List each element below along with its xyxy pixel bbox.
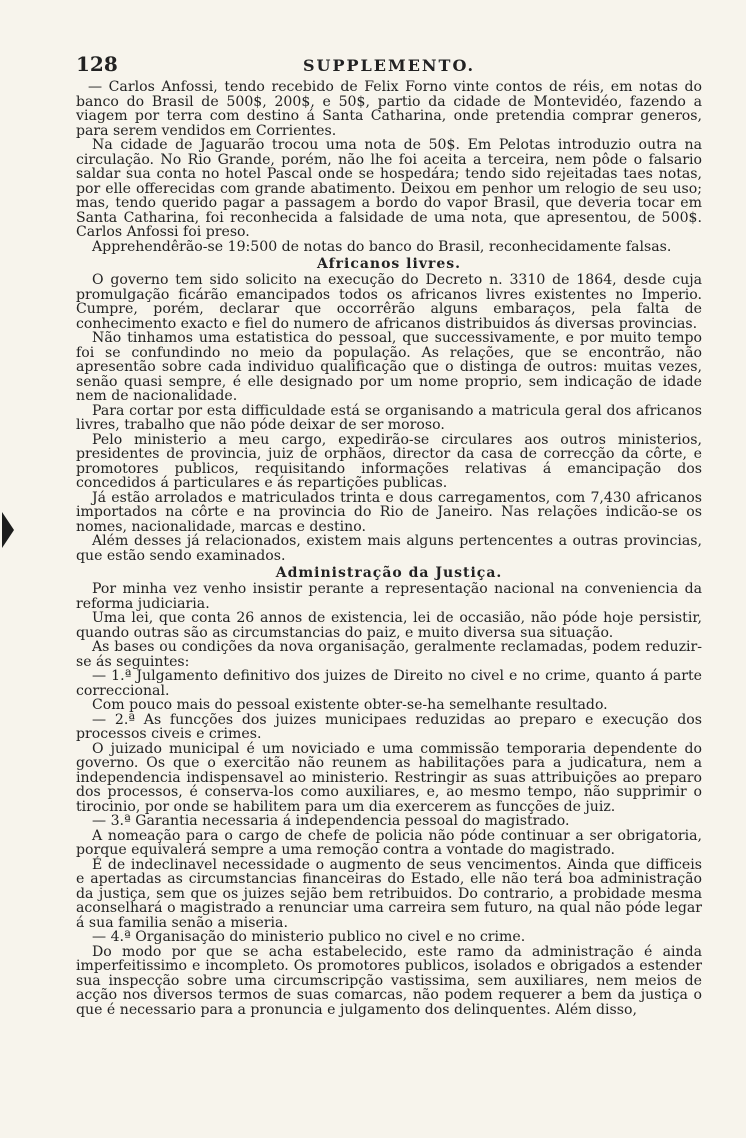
paragraph: — Carlos Anfossi, tendo recebido de Felix Forno vinte contos de réis, em notas do banco do Brasil de 500$, 200$, e 50$, partio da cidade de Montevidéo, fazendo a viagem por terra com destino á Santa Catharina, onde pretendia comprar generos, para serem vendidos em Corrientes. bbox=[76, 79, 702, 139]
page-header bbox=[76, 52, 702, 78]
paragraph: A nomeação para o cargo de chefe de policia não póde continuar a ser obrigatoria, porque equivalerá sempre a uma remoção contra a vontade do magistrado. bbox=[76, 827, 702, 858]
paragraph: É de indeclinavel necessidade o augmento de seus vencimentos. Ainda que difficeis e apertadas as circumstancias financeiras do Estado, elle não terá boa administração da justiça, sem que os juizes sejão bem retribuidos. Do contrario, a probidade mesma aconselhará o magistrado a renunciar uma carreira sem futuro, na qual não póde legar á sua familia senão a miseria. bbox=[76, 856, 702, 931]
paragraph: Por minha vez venho insistir perante a representação nacional na conveniencia da reforma judiciaria. bbox=[76, 581, 702, 612]
paragraph: Além desses já relacionados, existem mais alguns pertencentes a outras provincias, que estão sendo examinados. bbox=[76, 533, 702, 564]
running-title: SUPPLEMENTO. bbox=[302, 56, 476, 75]
paragraph: — 4.ª Organisação do ministerio publico no civel e no crime. bbox=[92, 929, 526, 945]
binding-mark bbox=[2, 512, 14, 548]
paragraph: Apprehendêrão-se 19:500 de notas do banco do Brasil, reconhecidamente falsas. bbox=[92, 238, 672, 255]
section-administracao-justica bbox=[76, 565, 702, 1017]
paragraph: Pelo ministerio a meu cargo, expedirão-se circulares aos outros ministerios, presidentes de provincia, juiz de orphãos, director da casa de correcção da côrte, e promotores publicos, requisitando informações relativas á emancipação dos concedidos á particulares e ás repartições publicas. bbox=[76, 431, 702, 491]
paragraph: — 2.ª As funcções dos juizes municipaes reduzidas ao preparo e execução dos processos civeis e crimes. bbox=[76, 711, 702, 742]
paragraph: As bases ou condições da nova organisação, geralmente reclamadas, podem reduzir-se ás seguintes: bbox=[76, 639, 702, 670]
paragraph: O governo tem sido solicito na execução do Decreto n. 3310 de 1864, desde cuja promulgação ficárão emancipados todos os africanos livres existentes no Imperio. Cumpre, porém, declarar que occorrêrão alguns embaraços, pela falta de conhecimento exacto e fiel do numero de africanos distribuidos ás diversas provincias. bbox=[76, 272, 702, 332]
paragraph: Para cortar por esta difficuldade está se organisando a matricula geral dos africanos livres, trabalho que não póde deixar de ser moroso. bbox=[76, 402, 702, 433]
paragraph: Do modo por que se acha estabelecido, este ramo da administração é ainda imperfeitissimo e incompleto. Os promotores publicos, isolados e obrigados a estender sua inspecção sobre uma circumscripção vastissima, sem auxiliares, nem meios de acção nos diversos termos de suas comarcas, não podem requerer a bem da justiça o que é necessario para a pronuncia e julgamento dos delinquentes. Além disso, bbox=[76, 943, 702, 1018]
paragraph: — 1.ª Julgamento definitivo dos juizes de Direito no civel e no crime, quanto á parte correccional. bbox=[76, 668, 702, 699]
section-heading: Africanos livres. bbox=[316, 256, 461, 272]
page-number: 128 bbox=[76, 52, 118, 76]
paragraph: — 3.ª Garantia necessaria á independencia pessoal do magistrado. bbox=[92, 813, 570, 829]
section-africanos-livres bbox=[76, 256, 702, 563]
paragraph: Com pouco mais do pessoal existente obter-se-ha semelhante resultado. bbox=[92, 697, 608, 713]
paragraph: Já estão arrolados e matriculados trinta e dous carregamentos, com 7,430 africanos importados na côrte e na provincia do Rio de Janeiro. Nas relações indicão-se os nomes, nacionalidade, marcas e destino. bbox=[76, 489, 702, 535]
intro-section bbox=[76, 80, 702, 254]
paragraph: O juizado municipal é um noviciado e uma commissão temporaria dependente do governo. Os que o exercitão não reunem as habilitações para a judicatura, nem a independencia indispensavel ao ministerio. Restringir as suas attribuições ao preparo dos processos, é conserva-los como auxiliares, e, ao mesmo tempo, não supprimir o tirocinio, por onde se habilitem para um dia exercerem as funcções de juiz. bbox=[76, 740, 702, 815]
paragraph: Não tinhamos uma estatistica do pessoal, que successivamente, e por muito tempo foi se confundindo no meio da população. As relações, que se encontrão, não apresentão sobre cada individuo qualificação que o distinga de outros: muitas vezes, senão quasi sempre, é elle designado por um nome proprio, sem indicação de idade nem de nacionalidade. bbox=[76, 330, 702, 404]
paragraph: Uma lei, que conta 26 annos de existencia, lei de occasião, não póde hoje persistir, quando outras são as circumstancias do paiz, e muito diversa sua situação. bbox=[76, 610, 702, 641]
section-heading: Administração da Justiça. bbox=[275, 565, 503, 581]
paragraph: Na cidade de Jaguarão trocou uma nota de 50$. Em Pelotas introduzio outra na circulação. No Rio Grande, porém, não lhe foi aceita a terceira, nem pôde o falsario saldar sua conta no hotel Pascal onde se hospedára; tendo sido rejeitadas taes notas, por elle offerecidas com grande abatimento. Deixou em penhor um relogio de seu uso; mas, tendo querido pagar a passagem a bordo do vapor Brasil, que deveria tocar em Santa Catharina, foi reconhecida a falsidade de uma nota, que apresentou, de 500$. Carlos Anfossi foi preso. bbox=[76, 137, 702, 240]
